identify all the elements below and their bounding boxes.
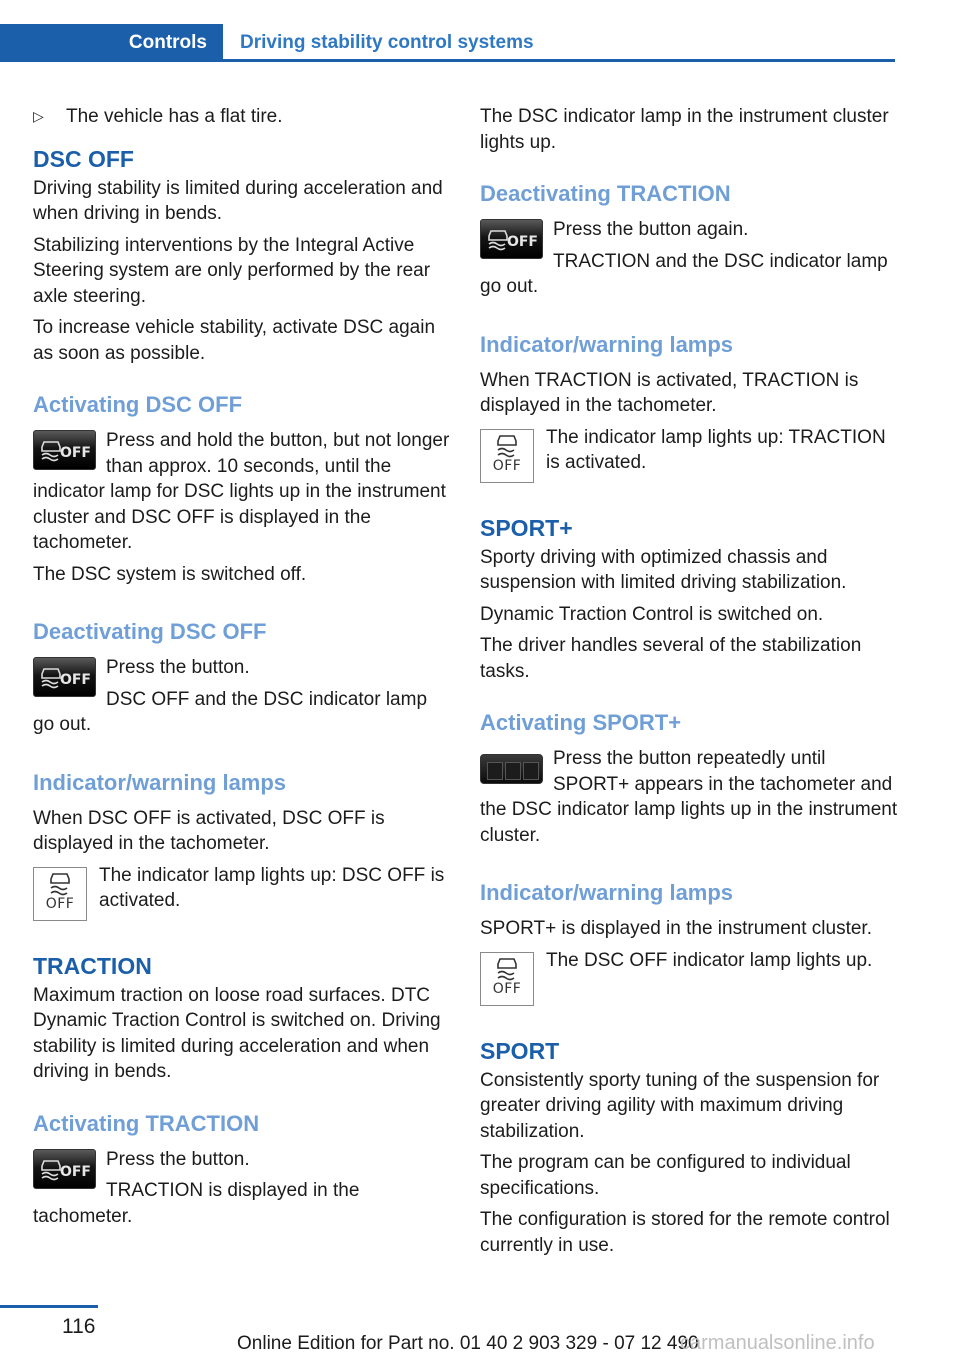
- heading-traction: TRACTION: [33, 952, 152, 979]
- lamp-off-label: OFF: [492, 458, 522, 474]
- lamp-off-label: OFF: [45, 896, 75, 912]
- list-item: [33, 104, 451, 130]
- header-section-title: Driving stability control systems: [240, 32, 534, 53]
- paragraph: To increase vehicle stability, activate DSC again as soon as possible.: [33, 317, 436, 364]
- paragraph: When TRACTION is activated, TRACTION is displayed in the tachometer.: [480, 369, 859, 416]
- paragraph: The indicator lamp lights up: TRACTION is activated.: [546, 426, 886, 473]
- paragraph: Maximum traction on loose road surfaces. DTC Dynamic Traction Control is switched on. Driving stability is limited during acceleration and when driving in bends.: [33, 984, 441, 1082]
- button-off-label: OFF: [59, 672, 91, 688]
- heading-dsc-off: DSC OFF: [33, 145, 134, 172]
- right-column: [480, 104, 898, 1264]
- dsc-off-button-icon: [480, 219, 543, 259]
- switch-segment: [505, 762, 521, 780]
- paragraph: SPORT+ is displayed in the instrument cluster.: [480, 918, 872, 939]
- paragraph: The driver handles several of the stabilization tasks.: [480, 635, 862, 682]
- paragraph: Consistently sporty tuning of the suspension for greater driving agility with maximum driving stabilization.: [480, 1069, 880, 1142]
- switch-segment: [523, 762, 539, 780]
- button-off-label: OFF: [59, 1163, 91, 1180]
- driving-mode-switch-icon: [480, 754, 543, 784]
- heading-activating-traction: Activating TRACTION: [33, 1110, 260, 1136]
- paragraph: Press the button repeatedly until SPORT+ appears in the tachometer and the DSC indicator lamp lights up in the instrument cluster.: [480, 748, 898, 846]
- heading-activating-dsc-off: Activating DSC OFF: [33, 392, 243, 417]
- header-rule: [223, 59, 895, 62]
- paragraph: The indicator lamp lights up: DSC OFF is activated.: [99, 864, 445, 911]
- paragraph: Stabilizing interventions by the Integral Active Steering system are only performed by the rear axle steering.: [33, 234, 431, 307]
- dsc-off-button-icon: [33, 657, 96, 697]
- heading-sport-plus: SPORT+: [480, 514, 573, 541]
- page-number: 116: [62, 1315, 96, 1338]
- heading-indicator-lamps: Indicator/warning lamps: [480, 331, 734, 357]
- paragraph: Press and hold the button, but not longer than approx. 10 seconds, until the indicator lamp for DSC lights up in the instrument cluster and DSC OFF is displayed in the tachometer.: [33, 430, 450, 553]
- dsc-off-indicator-lamp-icon: [480, 952, 534, 1006]
- paragraph: The DSC system is switched off.: [33, 563, 307, 585]
- paragraph: DSC OFF and the DSC indicator lamp go out.: [33, 688, 428, 735]
- paragraph: Press the button.: [106, 1148, 250, 1170]
- dsc-off-indicator-lamp-icon: [480, 429, 534, 483]
- paragraph: The DSC OFF indicator lamp lights up.: [546, 949, 873, 971]
- heading-activating-sport-plus: Activating SPORT+: [480, 710, 682, 735]
- lamp-off-label: OFF: [492, 981, 522, 997]
- header-chapter-tab: Controls: [0, 24, 223, 62]
- button-off-label: OFF: [59, 445, 91, 461]
- paragraph: The program can be configured to individual specifications.: [480, 1152, 851, 1199]
- bullet-text: The vehicle has a flat tire.: [66, 106, 283, 127]
- paragraph: Driving stability is limited during acceleration and when driving in bends.: [33, 177, 443, 224]
- paragraph: Press the button.: [106, 657, 250, 678]
- paragraph: TRACTION and the DSC indicator lamp go out.: [480, 250, 888, 297]
- edition-line: Online Edition for Part no. 01 40 2 903 329 - 07 12 490: [237, 1333, 699, 1354]
- paragraph: When DSC OFF is activated, DSC OFF is displayed in the tachometer.: [33, 807, 385, 854]
- heading-indicator-lamps: Indicator/warning lamps: [480, 880, 734, 905]
- page-header: [0, 24, 895, 62]
- watermark: carmanualsonline.info: [680, 1332, 875, 1354]
- heading-deactivating-dsc-off: Deactivating DSC OFF: [33, 619, 267, 644]
- triangle-bullet-icon: ▷: [33, 108, 44, 124]
- dsc-off-button-icon: [33, 1149, 96, 1189]
- switch-segment: [487, 762, 503, 780]
- heading-indicator-lamps: Indicator/warning lamps: [33, 769, 287, 795]
- heading-sport: SPORT: [480, 1037, 560, 1064]
- dsc-off-indicator-lamp-icon: [33, 867, 87, 921]
- paragraph: Press the button again.: [553, 219, 749, 240]
- dsc-off-button-icon: [33, 430, 96, 470]
- left-column: [33, 104, 451, 1235]
- footer-rule: [0, 1305, 98, 1308]
- paragraph: The configuration is stored for the remote control currently in use.: [480, 1209, 890, 1256]
- paragraph: TRACTION is displayed in the tachometer.: [33, 1180, 360, 1227]
- heading-deactivating-traction: Deactivating TRACTION: [480, 181, 731, 206]
- paragraph: The DSC indicator lamp in the instrument cluster lights up.: [480, 106, 889, 153]
- paragraph: Sporty driving with optimized chassis and suspension with limited driving stabilization.: [480, 546, 847, 593]
- paragraph: Dynamic Traction Control is switched on.: [480, 603, 824, 625]
- button-off-label: OFF: [506, 234, 538, 250]
